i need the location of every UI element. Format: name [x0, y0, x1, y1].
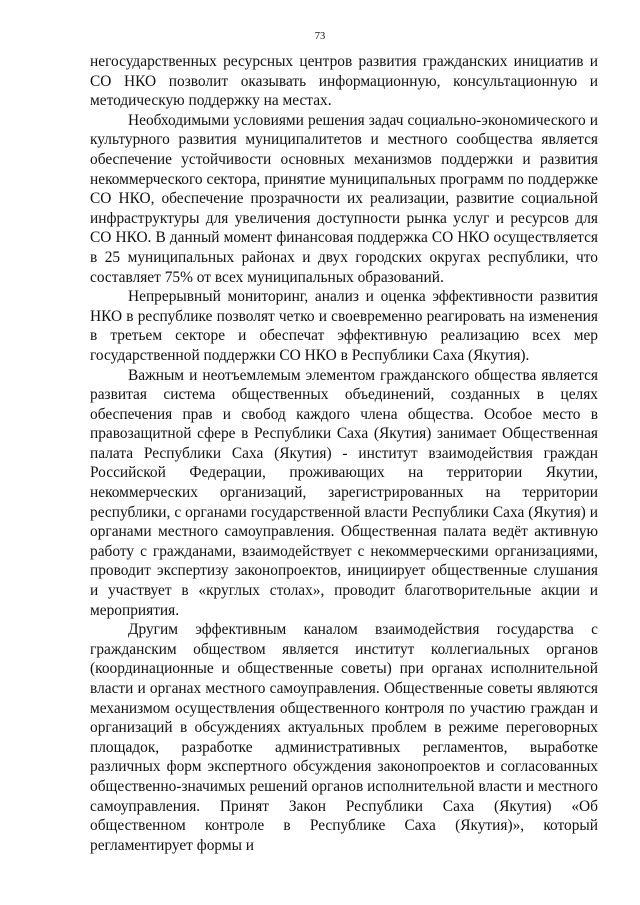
paragraph: Другим эффективным каналом взаимодействия государства с гражданским обществом является институт коллегиальных органов (координационные и общественные советы) при органах исполнительной власти и органах местного самоуправления. Общественные советы являются механизмом осуществления общественного контроля по участию граждан и организаций в обсуждениях актуальных проблем в режиме переговорных площадок, разработке административных регламентов, выработке различных форм экспертного обсуждения законопроектов и согласованных общественно-значимых решений органов исполнительной власти и местного самоуправления. Принят Закон Республики Саха (Якутия) «Об общественном контроле в Республике Саха (Якутия)», который регламентирует формы и	[90, 621, 598, 854]
paragraph: Важным и неотъемлемым элементом гражданского общества является развитая система общественных объединений, созданных в целях обеспечения прав и свобод каждого члена общества. Особое место в правозащитной сфере в Республики Саха (Якутия) занимает Общественная палата Республики Саха (Якутия) - институт взаимодействия граждан Российской Федерации, проживающих на территории Якутии, некоммерческих организаций, зарегистрированных на территории республики, с органами государственной власти Республики Саха (Якутия) и органами местного самоуправления. Общественная палата ведёт активную работу с гражданами, взаимодействует с некоммерческими организациями, проводит экспертизу законопроектов, инициирует общественные слушания и участвует в «круглых столах», проводит благотворительные акции и мероприятия.	[90, 366, 598, 619]
paragraph: Непрерывный мониторинг, анализ и оценка эффективности развития НКО в республике позволят четко и своевременно реагировать на изменения в третьем секторе и обеспечат эффективную реализацию всех мер государственной поддержки СО НКО в Республики Саха (Якутия).	[90, 288, 598, 364]
page-number: 73	[314, 31, 326, 42]
paragraph-continuation: негосударственных ресурсных центров развития гражданских инициатив и СО НКО позволит оказывать информационную, консультационную и методическую поддержку на местах.	[90, 53, 598, 110]
paragraph: Необходимыми условиями решения задач социально-экономического и культурного развития муниципалитетов и местного сообщества является обеспечение устойчивости основных механизмов поддержки и развития некоммерческого сектора, принятие муниципальных программ по поддержке СО НКО, обеспечение прозрачности их реализации, развитие социальной инфраструктуры для увеличения доступности рынка услуг и ресурсов для СО НКО. В данный момент финансовая поддержка СО НКО осуществляется в 25 муниципальных районах и двух городских округах республики, что составляет 75% от всех муниципальных образований.	[90, 111, 598, 286]
document-body	[90, 52, 598, 855]
